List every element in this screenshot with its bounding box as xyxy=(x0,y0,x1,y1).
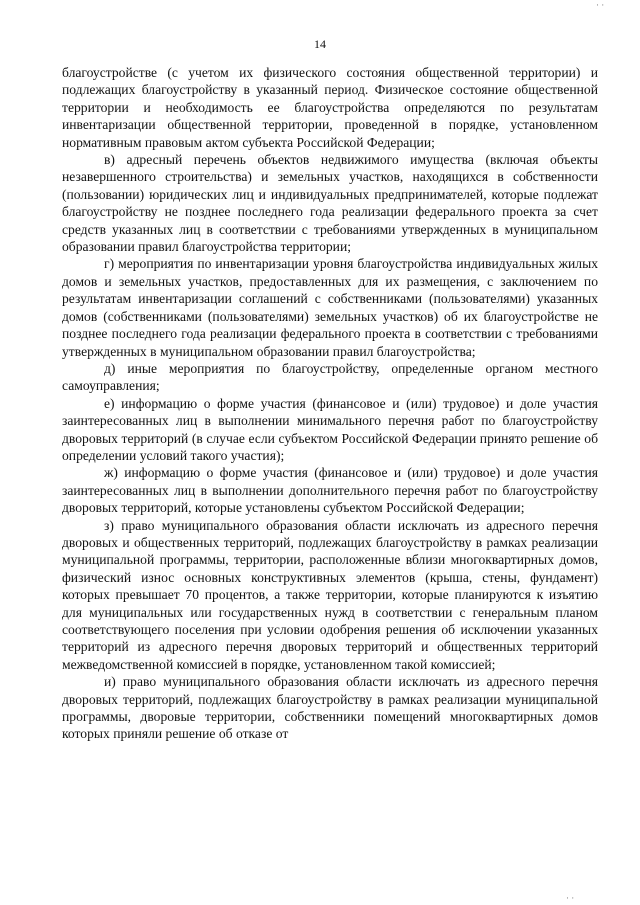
paragraph-item-d: д) иные мероприятия по благоустройству, определенные органом местного самоуправления; xyxy=(62,360,598,394)
scan-artifact-mark-bottom: · · xyxy=(566,893,575,903)
paragraph-item-e: е) информацию о форме участия (финансовое и (или) трудовое) и доле участия заинтересованных лиц в выполнении минимального перечня работ по благоустройству дворовых территорий (в случае если субъектом Российской Федерации принято решение об определении условий такого участия); xyxy=(62,395,598,463)
paragraph-item-g: г) мероприятия по инвентаризации уровня благоустройства индивидуальных жилых домов и земельных участков, предоставленных для их размещения, с заключением по результатам инвентаризации соглашений с собственниками (пользователями) указанных домов (собственниками (пользователями) земельных участков) об их благоустройстве не позднее последнего года реализации федерального проекта в соответствии с требованиями утвержденных в муниципальном образовании правил благоустройства; xyxy=(62,256,598,359)
document-body xyxy=(62,64,598,743)
paragraph-item-zh: ж) информацию о форме участия (финансовое и (или) трудовое) и доле участия заинтересованных лиц в выполнении дополнительного перечня работ по благоустройству дворовых территорий, которые установлены субъектом Российской Федерации; xyxy=(62,465,598,516)
paragraph-item-v: в) адресный перечень объектов недвижимого имущества (включая объекты незавершенного строительства) и земельных участков, находящихся в собственности (пользовании) юридических лиц и индивидуальных предпринимателей, которые подлежат благоустройству не позднее последнего года реализации федерального проекта за счет средств указанных лиц в соответствии с требованиями утвержденных в муниципальном образовании правил благоустройства территории; xyxy=(62,152,598,255)
paragraph-item-z: з) право муниципального образования области исключать из адресного перечня дворовых и общественных территорий, подлежащих благоустройству в рамках реализации муниципальной программы, территории, расположенные вблизи многоквартирных домов, физический износ основных конструктивных элементов (крыша, стены, фундамент) которых превышает 70 процентов, а также территории, которые планируются к изъятию для муниципальных или государственных нужд в соответствии с генеральным планом соответствующего поселения при условии одобрения решения об исключении указанных территорий из адресного перечня дворовых территорий и общественных территорий межведомственной комиссией в порядке, установленном такой комиссией; xyxy=(62,517,598,672)
paragraph-continuation: благоустройстве (с учетом их физического состояния общественной территории) и подлежащих благоустройству в указанный период. Физическое состояние общественной территории и необходимость ее благоустройства определяются по результатам инвентаризации общественной территории, проведенной в порядке, установленном нормативным правовым актом субъекта Российской Федерации; xyxy=(62,65,598,150)
paragraph-item-i: и) право муниципального образования области исключать из адресного перечня дворовых территорий, подлежащих благоустройству в рамках реализации муниципальной программы, дворовые территории, собственники помещений многоквартирных домов которых приняли решение об отказе от xyxy=(62,674,598,742)
scan-artifact-mark: · · xyxy=(596,0,605,10)
page-number: 14 xyxy=(314,37,326,51)
